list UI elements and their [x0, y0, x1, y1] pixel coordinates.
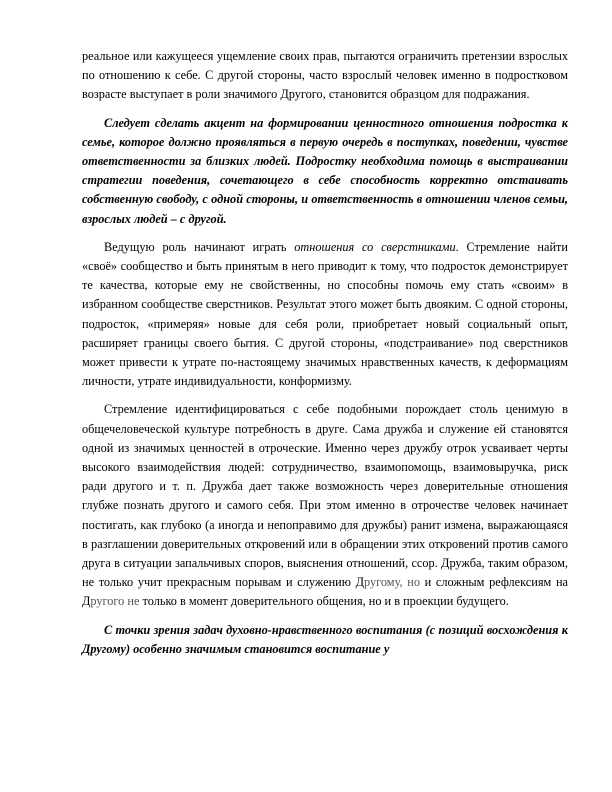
paragraph-3 — [82, 238, 568, 392]
document-page — [82, 47, 568, 668]
paragraph-3-lead: Ведущую роль начинают играть — [104, 239, 295, 254]
paragraph-4-end: только в момент доверительного общения, но и в проекции будущего. — [139, 594, 509, 609]
paragraph-4-grey-1: ругому, но — [364, 575, 420, 590]
paragraph-4-grey-2: ругого не — [90, 594, 140, 609]
paragraph-3-italic-term: отношения со сверстниками — [294, 239, 456, 254]
paragraph-5-emphasis: С точки зрения задач духовно-нравственного воспитания (с позиций восхождения к Другому) особенно значимым становится воспитание у — [82, 622, 568, 656]
paragraph-4-body: Стремление идентифицироваться с себе подобными порождает столь ценимую в общечеловеческой культуре потребность в друге. Сама дружба и служение ей становятся одной из значимых ценностей в отроческие. Именно через дружбу отрок усваивает черты высокого взаимодействия людей: сотрудничество, взаимопомощь, взаимовыручка, риск ради другого и т. п. Дружба дает также возможность через доверительные отношения глубже познать другого и самого себя. При этом именно в отрочестве человек начинает постигать, как глубоко (а иногда и непоправимо для дружбы) ранит измена, выражающаяся в разглашении доверительных откровений или в обращении этих откровений против самого друга в ситуации запальчивых споров, выяснения отношений, ссор. Дружба, таким образом, не только учит прекрасным порывам и служению Д — [82, 402, 568, 590]
paragraph-4 — [82, 400, 568, 611]
paragraph-1: реальное или кажущееся ущемление своих прав, пытаются ограничить претензии взрослых по отношению к себе. С другой стороны, часто взрослый человек именно в подростковом возрасте выступает в роли значимого Другого, становится образцом для подражания. — [82, 49, 568, 102]
paragraph-2-emphasis: Следует сделать акцент на формировании ценностного отношения подростка к семье, которое должно проявляться в первую очередь в поступках, поведении, чувстве ответственности за близких людей. Подростку необходима помощь в выстраивании стратегии поведения, сочетающего в себе способность корректно отстаивать собственную свободу, с одной стороны, и ответственность в отношении членов семьи, взрослых людей – с другой. — [82, 115, 568, 226]
paragraph-4-mid: и сложным рефлексиям на Д — [82, 575, 568, 609]
paragraph-3-body: . Стремление найти «своё» сообщество и быть принятым в него приводит к тому, что подросток демонстрирует те качества, которые ему не свойственны, но способны помочь ему стать «своим» в избранном сообществе сверстников. Результат этого может быть двояким. С одной стороны, подросток, «примеряя» новые для себя роли, приобретает новый социальный опыт, расширяет границы своего бытия. С другой стороны, «подстраивание» под сверстников может привести к утрате по-настоящему значимых нравственных качеств, к деформациям личности, утрате индивидуальности, конформизму. — [82, 239, 569, 389]
